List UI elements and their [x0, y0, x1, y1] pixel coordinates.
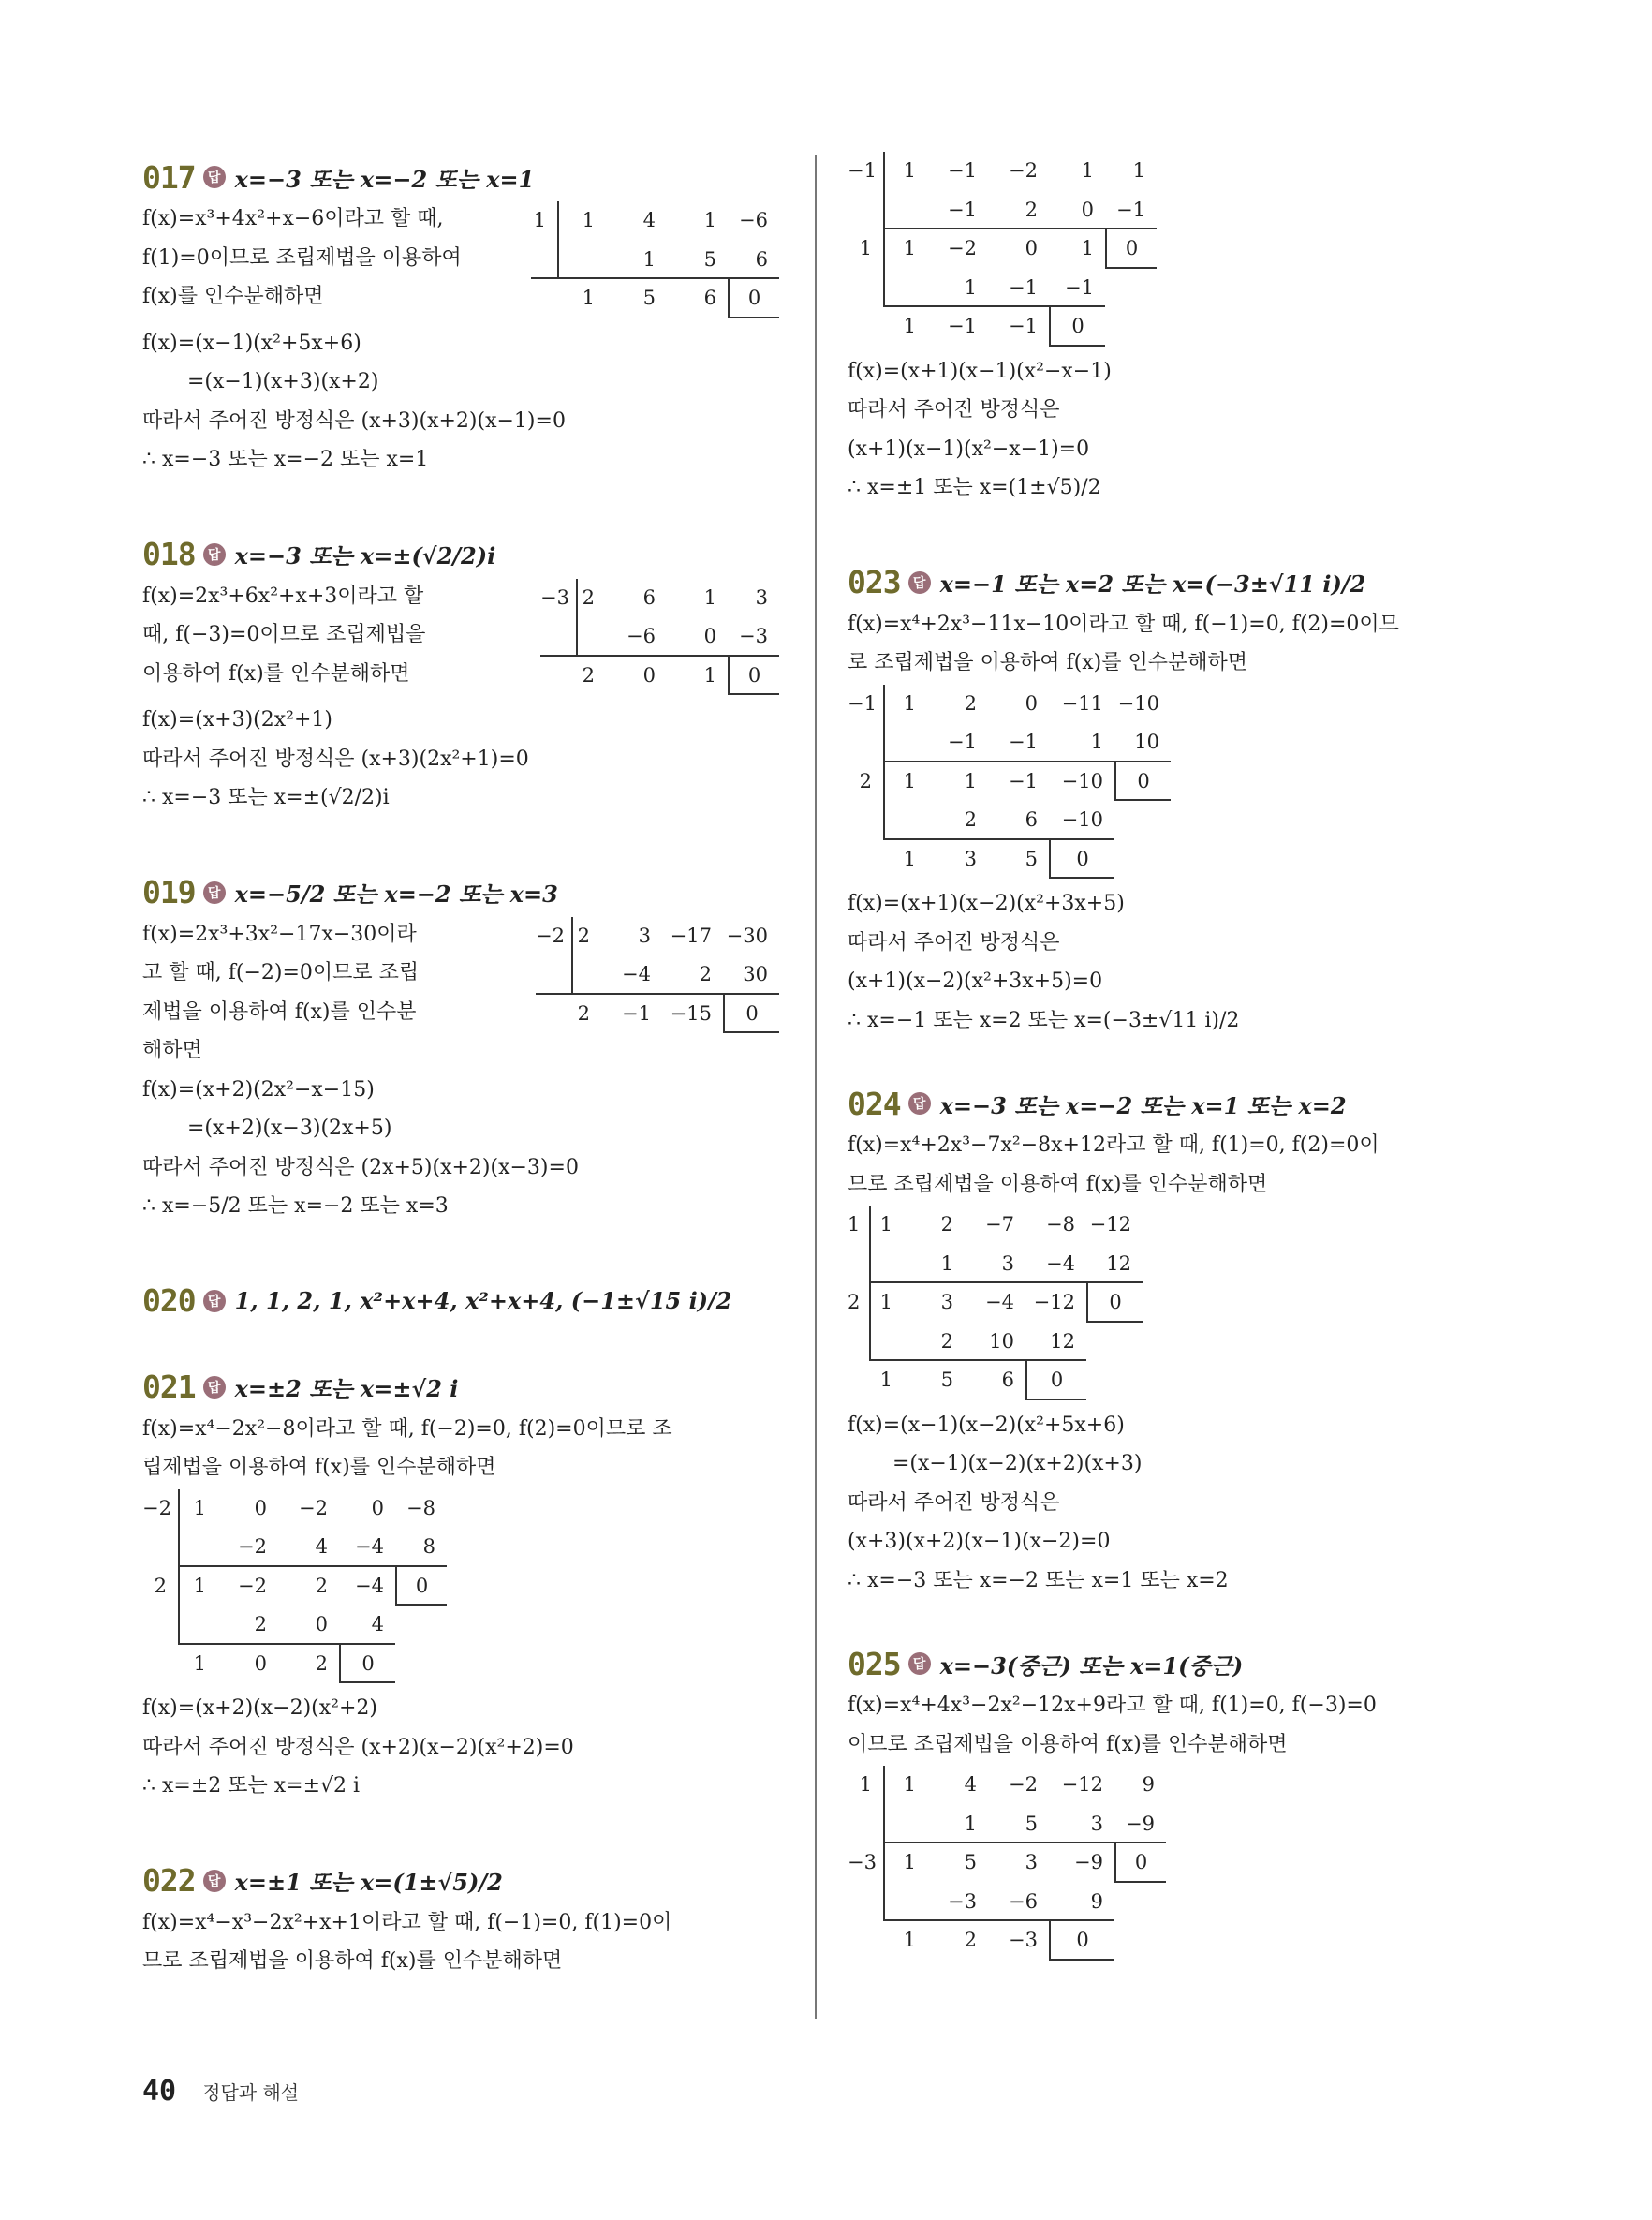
divisor: −3 — [540, 579, 578, 618]
text-line: 따라서 주어진 방정식은 (x+3)(2x²+1)=0 — [142, 747, 529, 771]
table-cell: 2 — [315, 1574, 328, 1597]
text-line: f(x)=(x−1)(x²+5x+6) — [142, 331, 361, 355]
table-cell: 4 — [278, 1528, 339, 1567]
text-line: 따라서 주어진 방정식은 (x+3)(x+2)(x−1)=0 — [142, 408, 566, 433]
table-cell — [885, 723, 927, 762]
table-cell: 0 — [667, 617, 728, 657]
problem-number: 018 — [142, 536, 196, 572]
table-cell: −1 — [1009, 769, 1038, 792]
table-cell: 1 — [703, 663, 716, 687]
table-cell: 10 — [1114, 723, 1171, 762]
text-line: 따라서 주어진 방정식은 — [848, 1490, 1060, 1515]
remainder-cell: 0 — [1049, 307, 1105, 347]
table-cell: 1 — [606, 241, 667, 280]
divisor: 2 — [848, 1283, 871, 1323]
problem-022 — [142, 1858, 784, 1981]
text-line: f(x)=2x³+3x²−17x−30이라 — [142, 922, 417, 946]
answer-badge-icon: 답 — [203, 1290, 226, 1312]
remainder-cell: 0 — [395, 1567, 447, 1606]
intro-text — [142, 577, 425, 694]
answer-header — [142, 1279, 784, 1324]
problem-number: 024 — [848, 1085, 901, 1122]
table-cell: 1 — [1081, 159, 1094, 182]
table-cell: −1 — [1009, 315, 1038, 337]
table-cell: −1 — [1105, 191, 1157, 230]
text-line: 따라서 주어진 방정식은 (x+2)(x−2)(x²+2)=0 — [142, 1735, 574, 1759]
table-cell: −2 — [948, 237, 977, 259]
table-cell: −1 — [927, 191, 988, 230]
problem-number: 019 — [142, 874, 196, 910]
column-divider — [815, 155, 817, 2019]
table-cell: 2 — [964, 691, 977, 715]
text-line: 해하면 — [142, 1039, 202, 1062]
remainder-cell: 0 — [723, 995, 779, 1034]
table-cell: −4 — [985, 1291, 1014, 1313]
divisor: −2 — [536, 917, 573, 956]
table-cell: −15 — [670, 1001, 712, 1025]
table-cell: −2 — [238, 1574, 267, 1597]
table-cell: 0 — [1049, 191, 1105, 230]
remainder-cell: 0 — [1049, 1921, 1114, 1961]
table-cell: 3 — [1025, 1851, 1038, 1873]
table-cell: 2 — [315, 1651, 328, 1675]
table-cell — [885, 269, 927, 308]
text-line: ∴ x=−1 또는 x=2 또는 x=(−3±√11 i)/2 — [848, 1008, 1240, 1032]
text-line: f(x)=(x−1)(x−2)(x²+5x+6) — [848, 1413, 1125, 1437]
answer-badge-icon: 답 — [203, 166, 226, 188]
table-cell: −2 — [299, 1496, 328, 1519]
table-cell: 1 — [903, 237, 916, 259]
divisor: 1 — [848, 1206, 871, 1245]
page-footer — [142, 2075, 299, 2108]
problem-018 — [142, 532, 784, 818]
synthetic-division-table — [540, 579, 779, 696]
text-line: f(x)=x⁴+2x³−7x²−8x+12라고 할 때, f(1)=0, f(2)=0이 — [848, 1133, 1379, 1157]
table-cell: 4 — [339, 1606, 395, 1645]
remainder-cell: 0 — [1114, 762, 1171, 802]
synthetic-division-table — [848, 152, 1494, 347]
table-cell: −10 — [1049, 801, 1114, 840]
text-line: ∴ x=−5/2 또는 x=−2 또는 x=3 — [142, 1194, 449, 1218]
table-cell: 2 — [927, 801, 988, 840]
answer-text: x=−5/2 또는 x=−2 또는 x=3 — [234, 881, 558, 908]
table-cell: 1 — [927, 269, 988, 308]
problem-number: 023 — [848, 564, 901, 600]
divisor: −2 — [142, 1489, 180, 1529]
table-cell: −17 — [670, 924, 712, 947]
answer-header — [848, 560, 1494, 605]
table-cell: 6 — [703, 287, 716, 309]
text-line: 때, f(−3)=0이므로 조립제법을 — [142, 623, 426, 646]
table-cell: −10 — [1117, 691, 1159, 715]
table-cell: 3 — [755, 585, 768, 609]
text-line: (x+3)(x+2)(x−1)(x−2)=0 — [848, 1530, 1111, 1553]
table-cell: 1 — [582, 287, 595, 309]
table-cell: 2 — [582, 585, 595, 609]
table-cell: −8 — [1046, 1213, 1075, 1236]
table-cell — [180, 1606, 217, 1645]
table-cell: 5 — [988, 1805, 1049, 1844]
table-cell: 1 — [903, 315, 916, 337]
table-cell: 1 — [193, 1496, 206, 1519]
table-cell: 1 — [1081, 237, 1094, 259]
text-line: 제법을 이용하여 f(x)를 인수분 — [142, 999, 417, 1024]
answer-badge-icon: 답 — [203, 1870, 226, 1892]
table-cell — [559, 241, 606, 280]
text-line: f(x)=(x+1)(x−1)(x²−x−1) — [848, 359, 1112, 383]
table-cell — [871, 1323, 904, 1362]
table-cell — [885, 191, 927, 230]
table-cell — [885, 1805, 927, 1844]
answer-badge-icon: 답 — [908, 1652, 931, 1675]
table-cell: −11 — [1061, 691, 1103, 715]
table-cell: 1 — [903, 159, 916, 182]
table-cell: 4 — [964, 1773, 977, 1796]
table-cell — [180, 1528, 217, 1567]
table-cell: −12 — [1033, 1291, 1075, 1313]
table-cell: 1 — [879, 1369, 892, 1391]
table-cell: −6 — [606, 617, 667, 657]
table-cell: 1 — [964, 769, 977, 792]
text-line: 따라서 주어진 방정식은 — [848, 398, 1060, 422]
divisor: 2 — [848, 762, 885, 802]
table-cell: −4 — [601, 955, 662, 995]
table-cell: 6 — [642, 585, 656, 609]
text-line: f(x)=(x+2)(2x²−x−15) — [142, 1077, 375, 1102]
answer-text: x=−3 또는 x=−2 또는 x=1 — [234, 165, 535, 193]
intro-text — [142, 915, 419, 1071]
text-line: ∴ x=±1 또는 x=(1±√5)/2 — [848, 476, 1101, 499]
text-line: (x+1)(x−2)(x²+3x+5)=0 — [848, 969, 1103, 993]
answer-badge-icon: 답 — [203, 881, 226, 904]
table-cell: 1 — [582, 209, 595, 231]
table-cell: 3 — [940, 1291, 953, 1313]
page-number: 40 — [142, 2075, 177, 2108]
table-cell: 0 — [278, 1606, 339, 1645]
table-cell: 3 — [638, 924, 651, 947]
divisor: 1 — [848, 1766, 885, 1805]
table-cell: 1 — [879, 1213, 892, 1236]
table-cell: 10 — [965, 1323, 1025, 1362]
table-cell: 0 — [254, 1496, 267, 1519]
table-cell: 2 — [940, 1213, 953, 1236]
text-line: ∴ x=−3 또는 x=±(√2/2)i — [142, 786, 390, 809]
intro-text — [142, 200, 462, 317]
table-cell: 0 — [371, 1496, 384, 1519]
table-cell: 2 — [582, 663, 595, 687]
table-cell: −12 — [1089, 1213, 1131, 1236]
table-cell: 0 — [1025, 691, 1038, 715]
table-cell: −10 — [1061, 769, 1103, 792]
table-cell: −1 — [1049, 269, 1105, 308]
table-cell: 8 — [395, 1528, 447, 1567]
answer-text: 1, 1, 2, 1, x²+x+4, x²+x+4, (−1±√15 i)/2 — [234, 1287, 732, 1314]
divisor: 1 — [531, 201, 559, 241]
table-cell: 1 — [1049, 723, 1114, 762]
table-cell: 2 — [577, 924, 590, 947]
divisor: 2 — [142, 1567, 180, 1606]
table-cell: −9 — [1074, 1851, 1103, 1873]
table-cell — [578, 617, 606, 657]
table-cell: 3 — [965, 1245, 1025, 1284]
table-cell: 9 — [1049, 1883, 1114, 1922]
text-line: =(x−1)(x+3)(x+2) — [187, 370, 379, 393]
answer-text: x=−3(중근) 또는 x=1(중근) — [939, 1651, 1244, 1680]
table-cell: 1 — [703, 585, 716, 609]
table-cell: −9 — [1114, 1805, 1166, 1844]
table-cell: −2 — [1009, 1773, 1038, 1796]
answer-header — [848, 1641, 1494, 1686]
left-column — [142, 155, 784, 2034]
answer-badge-icon: 답 — [203, 543, 226, 566]
divisor: −3 — [848, 1843, 885, 1883]
table-cell: 1 — [903, 691, 916, 715]
text-line: ∴ x=±2 또는 x=±√2 i — [142, 1774, 361, 1798]
table-cell: −8 — [406, 1496, 435, 1519]
table-cell: −4 — [355, 1574, 384, 1597]
table-cell: 2 — [964, 1929, 977, 1951]
table-cell: 5 — [1025, 847, 1038, 870]
synthetic-division-table — [848, 1766, 1494, 1961]
table-cell: 12 — [1086, 1245, 1143, 1284]
table-cell: 1 — [1132, 159, 1145, 182]
table-cell: 2 — [904, 1323, 965, 1362]
solution-intro — [142, 577, 784, 702]
answer-text: x=±1 또는 x=(1±√5)/2 — [234, 1869, 503, 1896]
synthetic-division-table — [848, 1206, 1494, 1400]
table-cell: −1 — [927, 723, 988, 762]
table-cell: −1 — [988, 269, 1049, 308]
table-cell: 1 — [903, 1851, 916, 1873]
problem-017 — [142, 155, 784, 480]
table-cell — [871, 1245, 904, 1284]
table-cell: 5 — [964, 1851, 977, 1873]
table-cell: 0 — [254, 1651, 267, 1675]
answer-badge-icon: 답 — [908, 1092, 931, 1115]
table-cell — [885, 1883, 927, 1922]
solution-intro — [142, 915, 784, 1071]
table-cell: 12 — [1025, 1323, 1086, 1362]
text-line: 고 할 때, f(−2)=0이므로 조립 — [142, 961, 420, 984]
remainder-cell: 0 — [728, 657, 779, 696]
table-cell: 1 — [193, 1651, 206, 1675]
problem-number: 020 — [142, 1282, 196, 1319]
problem-019 — [142, 870, 784, 1226]
divisor: 1 — [848, 229, 885, 269]
text-line: f(x)=2x³+6x²+x+3이라고 할 — [142, 584, 424, 608]
table-cell: 1 — [904, 1245, 965, 1284]
solution-intro — [142, 200, 784, 324]
table-cell: −1 — [988, 723, 1049, 762]
text-line: 따라서 주어진 방정식은 — [848, 930, 1060, 955]
table-cell: −3 — [927, 1883, 988, 1922]
text-line: 따라서 주어진 방정식은 (2x+5)(x+2)(x−3)=0 — [142, 1155, 579, 1179]
table-cell: −6 — [988, 1883, 1049, 1922]
table-cell: 2 — [217, 1606, 278, 1645]
table-cell: −7 — [985, 1213, 1014, 1236]
remainder-cell: 0 — [1105, 229, 1157, 269]
text-line: f(x)=(x+1)(x−2)(x²+3x+5) — [848, 892, 1125, 915]
remainder-cell: 0 — [1025, 1361, 1086, 1400]
text-line: f(x)=(x+2)(x−2)(x²+2) — [142, 1696, 377, 1720]
problem-number: 022 — [142, 1862, 196, 1899]
table-cell: 9 — [1142, 1773, 1155, 1796]
table-cell: 1 — [703, 209, 716, 231]
synthetic-division-table — [531, 201, 779, 318]
table-cell: −6 — [739, 209, 768, 231]
problem-number: 025 — [848, 1645, 901, 1682]
table-cell: 1 — [903, 1773, 916, 1796]
table-cell: 1 — [903, 847, 916, 870]
table-cell: 4 — [642, 209, 656, 231]
table-cell: 0 — [1025, 237, 1038, 259]
problem-021 — [142, 1365, 784, 1806]
table-cell: 1 — [193, 1574, 206, 1597]
text-line: f(1)=0이므로 조립제법을 이용하여 — [142, 245, 462, 270]
text-line: f(x)=x⁴−x³−2x²+x+1이라고 할 때, f(−1)=0, f(1)=0이 — [142, 1910, 672, 1934]
remainder-cell: 0 — [728, 279, 779, 318]
table-cell: −2 — [1009, 159, 1038, 182]
table-cell: 2 — [988, 191, 1049, 230]
remainder-cell: 0 — [1049, 840, 1114, 880]
table-cell: −4 — [339, 1528, 395, 1567]
table-cell: 30 — [723, 955, 779, 995]
table-cell: 5 — [940, 1369, 953, 1391]
problem-025 — [848, 1641, 1494, 1961]
problem-022-continued — [848, 152, 1494, 508]
answer-header — [848, 1081, 1494, 1126]
text-line: 이용하여 f(x)를 인수분해하면 — [142, 661, 410, 686]
table-cell: 2 — [577, 1001, 590, 1025]
table-cell: −30 — [726, 924, 768, 947]
text-line: 로 조립제법을 이용하여 f(x)를 인수분해하면 — [848, 651, 1247, 674]
text-line: f(x)=(x+3)(2x²+1) — [142, 708, 332, 732]
text-line: f(x)=x⁴+4x³−2x²−12x+9라고 할 때, f(1)=0, f(−3)=0 — [848, 1694, 1377, 1717]
text-line: =(x+2)(x−3)(2x+5) — [187, 1117, 392, 1140]
table-cell: −2 — [217, 1528, 278, 1567]
text-line: =(x−1)(x−2)(x+2)(x+3) — [892, 1452, 1143, 1475]
answer-header — [142, 155, 784, 200]
answer-text: x=−3 또는 x=±(√2/2)i — [234, 542, 496, 570]
answer-header — [142, 532, 784, 577]
synthetic-division-table — [142, 1489, 784, 1684]
table-cell: 6 — [728, 241, 779, 280]
table-cell: 2 — [662, 955, 723, 995]
table-cell: 3 — [1049, 1805, 1114, 1844]
table-cell: −1 — [948, 159, 977, 182]
table-cell: −4 — [1025, 1245, 1086, 1284]
answer-header — [142, 1365, 784, 1410]
remainder-cell: 0 — [1114, 1843, 1166, 1883]
table-cell: −3 — [728, 617, 779, 657]
text-line: f(x)=x⁴+2x³−11x−10이라고 할 때, f(−1)=0, f(2)=0이므 — [848, 612, 1399, 636]
table-cell: 6 — [1001, 1369, 1014, 1391]
answer-text: x=−3 또는 x=−2 또는 x=1 또는 x=2 — [939, 1091, 1347, 1119]
table-cell: 3 — [964, 847, 977, 870]
table-cell: 1 — [927, 1805, 988, 1844]
text-line: f(x)=x³+4x²+x−6이라고 할 때, — [142, 207, 444, 230]
problem-023 — [848, 560, 1494, 1041]
answer-header — [142, 1858, 784, 1903]
table-cell — [573, 955, 601, 995]
divisor: −1 — [848, 685, 885, 724]
problem-024 — [848, 1081, 1494, 1600]
table-cell: 0 — [642, 663, 656, 687]
text-line: 므로 조립제법을 이용하여 f(x)를 인수분해하면 — [848, 1172, 1268, 1196]
table-cell: 1 — [903, 1929, 916, 1951]
text-line: 므로 조립제법을 이용하여 f(x)를 인수분해하면 — [142, 1949, 563, 1973]
text-line: f(x)=x⁴−2x²−8이라고 할 때, f(−2)=0, f(2)=0이므로 조 — [142, 1416, 672, 1441]
table-cell: 1 — [879, 1291, 892, 1313]
divisor: −1 — [848, 152, 885, 191]
answer-text: x=±2 또는 x=±√2 i — [234, 1375, 459, 1402]
answer-badge-icon: 답 — [203, 1376, 226, 1399]
text-line: ∴ x=−3 또는 x=−2 또는 x=1 — [142, 448, 429, 471]
text-line: 립제법을 이용하여 f(x)를 인수분해하면 — [142, 1456, 496, 1479]
answer-badge-icon: 답 — [908, 571, 931, 594]
text-line: (x+1)(x−1)(x²−x−1)=0 — [848, 437, 1090, 461]
table-cell: −1 — [948, 315, 977, 337]
synthetic-division-table — [536, 917, 779, 1034]
problem-number: 021 — [142, 1369, 196, 1405]
table-cell: 1 — [903, 769, 916, 792]
text-line: f(x)를 인수분해하면 — [142, 285, 324, 308]
table-cell: 5 — [642, 287, 656, 309]
right-column — [848, 150, 1494, 2013]
page-title: 정답과 해설 — [202, 2081, 300, 2104]
remainder-cell: 0 — [339, 1645, 395, 1684]
remainder-cell: 0 — [1086, 1283, 1143, 1323]
answer-text: x=−1 또는 x=2 또는 x=(−3±√11 i)/2 — [939, 570, 1366, 598]
table-cell: −12 — [1061, 1773, 1103, 1796]
table-cell: 5 — [667, 241, 728, 280]
table-cell: 6 — [988, 801, 1049, 840]
text-line: ∴ x=−3 또는 x=−2 또는 x=1 또는 x=2 — [848, 1568, 1229, 1592]
synthetic-division-table — [848, 685, 1494, 880]
problem-number: 017 — [142, 158, 196, 196]
table-cell — [885, 801, 927, 840]
answer-header — [142, 870, 784, 915]
table-cell: −1 — [622, 1001, 651, 1025]
problem-020 — [142, 1279, 784, 1324]
text-line: 이므로 조립제법을 이용하여 f(x)를 인수분해하면 — [848, 1732, 1288, 1756]
table-cell: −3 — [1009, 1929, 1038, 1951]
